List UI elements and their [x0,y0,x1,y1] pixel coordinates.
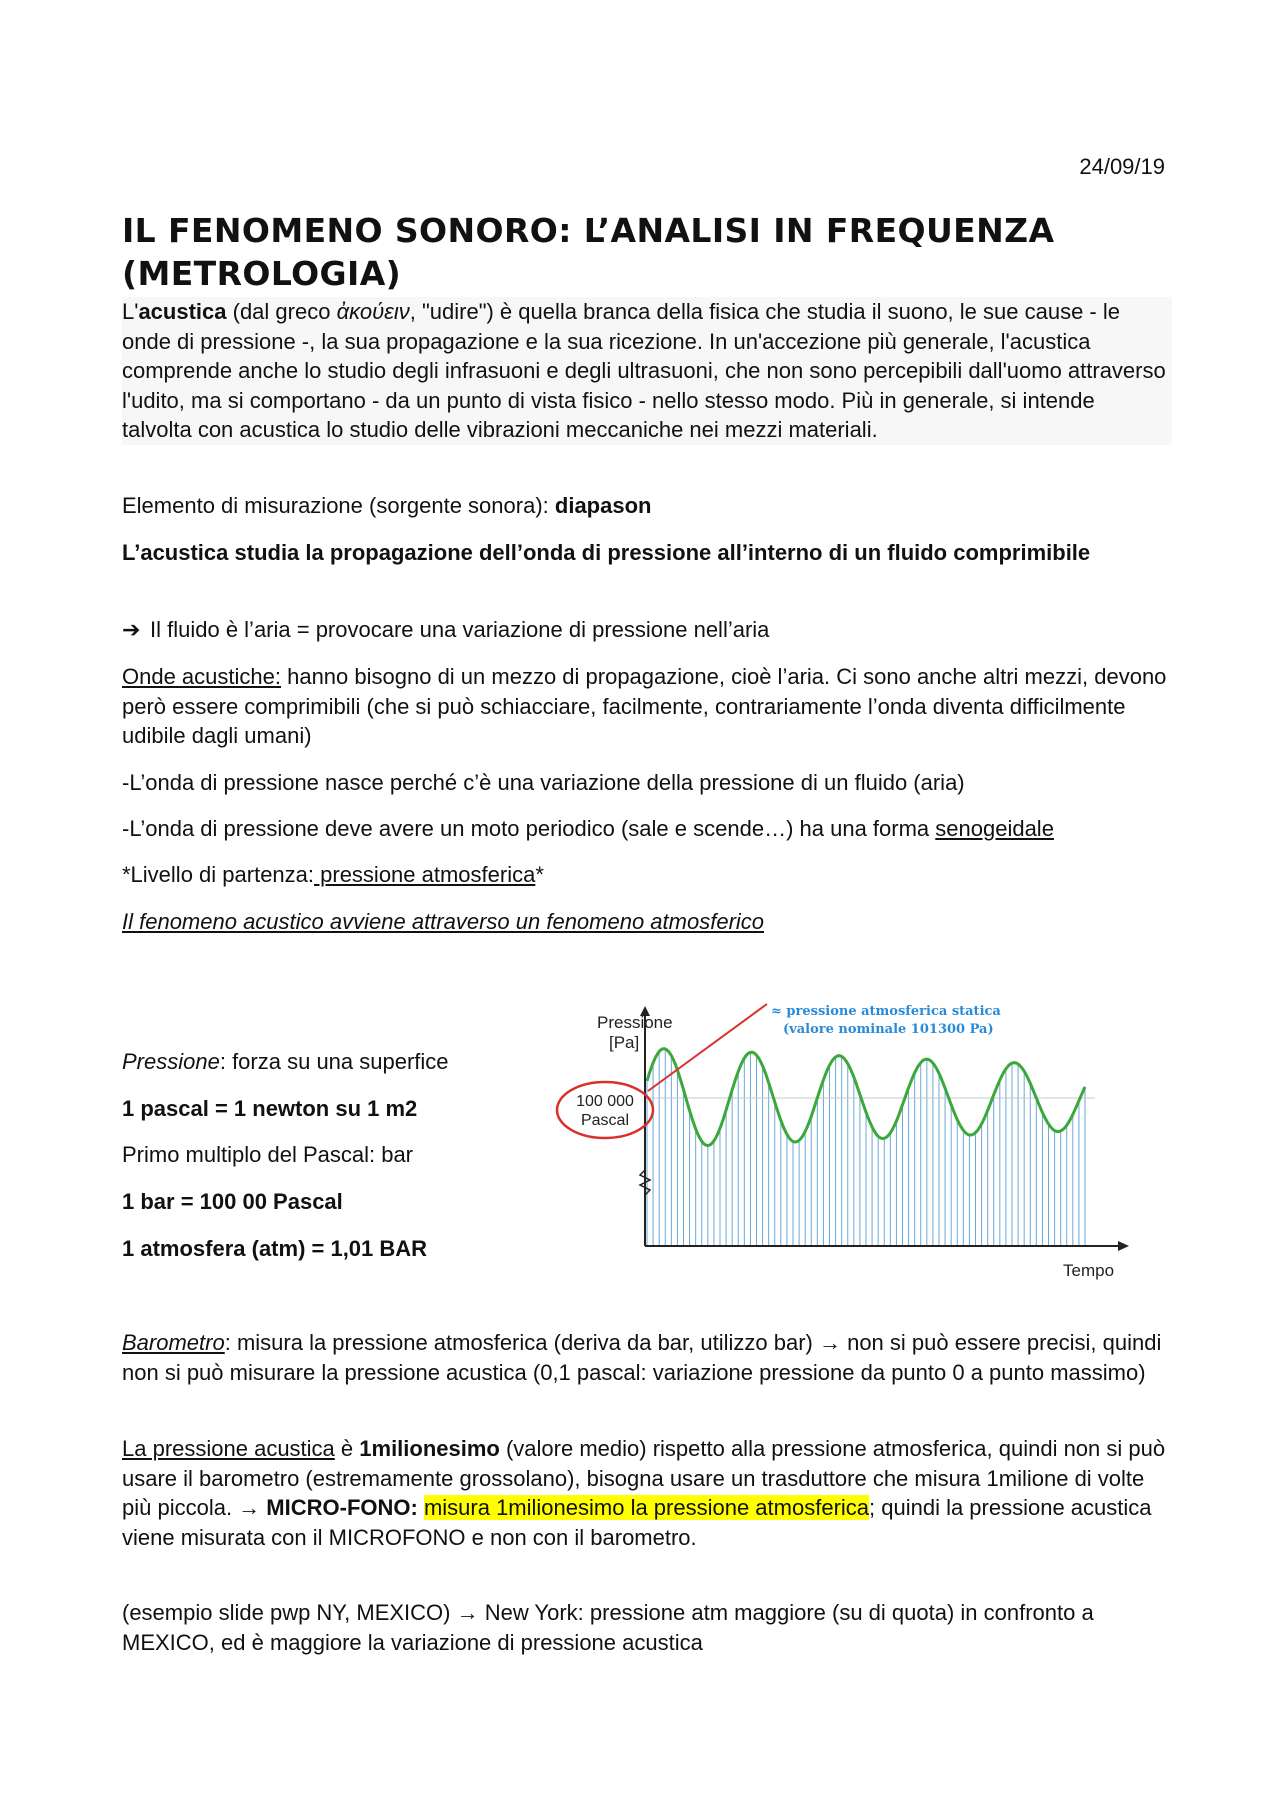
livello-underlined: pressione atmosferica [314,862,536,887]
circle-unit: Pascal [580,1112,630,1129]
pressione-paragraph [122,1047,522,1077]
acustica-studia-paragraph: L’acustica studia la propagazione dell’onda di pressione all’interno di un fluido comprimibile [122,540,1091,565]
nasce-paragraph: -L’onda di pressione nasce perché c’è una variazione della pressione di un fluido (aria) [122,770,965,795]
pressione-acustica-paragraph [122,1434,1172,1552]
bold-span: 1milionesimo [359,1436,500,1461]
moto-text: -L’onda di pressione deve avere un moto periodico (sale e scende…) ha una forma [122,816,936,841]
onde-paragraph [122,662,1172,751]
barometro-label: Barometro [122,1330,225,1355]
esempio-paragraph: (esempio slide pwp NY, MEXICO) → New York: pressione atm maggiore (su di quota) in confronto a MEXICO, ed è maggiore la variazione di pressione acustica [122,1600,1094,1655]
elemento-bold: diapason [554,493,652,518]
livello-text: *Livello di partenza: [122,862,315,887]
multiplo-paragraph: Primo multiplo del Pascal: bar [122,1142,414,1167]
microfono-bold: MICRO-FONO: [266,1495,418,1520]
chart-ylabel: Pressione [597,1013,673,1032]
pressure-wave-chart [535,998,1135,1280]
chart-annotation-value: (valore nominale 101300 Pa) [783,1022,994,1037]
pressione-acustica-label: La pressione acustica [122,1436,335,1461]
bar-definition: 1 bar = 100 00 Pascal [122,1189,343,1214]
fluido-text: Il fluido è l’aria = provocare una variazione di pressione nell’aria [150,617,770,642]
livello-paragraph [122,860,1172,890]
highlighted-text: misura 1milionesimo la pressione atmosferica [423,1495,870,1520]
fenomeno-paragraph: Il fenomeno acustico avviene attraverso un fenomeno atmosferico [122,909,765,934]
pascal-definition: 1 pascal = 1 newton su 1 m2 [122,1096,418,1121]
intro-greek-word: ἀκούειν [336,299,410,324]
text-span: (valore medio) rispetto alla pressione atmosferica, quindi non si può usare il barometro (estremamente grossolano), bisogna usare un trasduttore che misura 1milione di volte più piccola. → [122,1436,1166,1520]
moto-paragraph [122,814,1172,844]
intro-text: (dal greco [226,299,337,324]
barometro-text: : misura la pressione atmosferica (deriva da bar, utilizzo bar) → non si può essere precisi, quindi non si può misurare la pressione acustica (0,1 pascal: variazione pressione da punto 0 a punto massimo) [122,1330,1162,1385]
elemento-text: Elemento di misurazione (sorgente sonora): [122,493,555,518]
pressione-text: : forza su una superfice [219,1049,449,1074]
fluido-paragraph [122,615,1172,645]
x-axis-arrow-icon [1118,1241,1129,1251]
document-date: 24/09/19 [1079,154,1165,179]
intro-paragraph [122,297,1172,445]
onde-text: hanno bisogno di un mezzo di propagazione, cioè l’aria. Ci sono anche altri mezzi, devono però essere comprimibili (che si può schiacciare, facilmente, contrariamente l’onda diventa difficilmente udibile dagli umani) [122,664,1167,748]
intro-text: , "udire") è quella branca della fisica che studia il suono, le sue cause - le onde di pressione -, la sua propagazione e la sua ricezione. In un'accezione più generale, l'acustica comprende anche lo studio degli infrasuoni e degli ultrasuoni, che non sono percepibili dall'uomo attraverso l'udito, ma si comportano - da un punto di vista fisico - nello stesso modo. Più in generale, si intende talvolta con acustica lo studio delle vibrazioni meccaniche nei mezzi materiali. [122,299,1166,442]
text-span: è [334,1436,360,1461]
document-title: IL FENOMENO SONORO: L’ANALISI IN FREQUENZA (METROLOGIA) [122,211,1055,293]
text-span: ; quindi la pressione acustica viene misurata con il MICROFONO e non con il barometro. [122,1495,1152,1550]
pressione-label: Pressione [122,1049,220,1074]
moto-underlined: senogeidale [935,816,1054,841]
atm-definition: 1 atmosfera (atm) = 1,01 BAR [122,1236,428,1261]
chart-bars [647,1049,1085,1246]
intro-bold: acustica [138,299,227,324]
intro-text: L' [122,299,139,324]
livello-text: * [535,862,544,887]
onde-label: Onde acustiche: [122,664,281,689]
arrow-icon: ➔ [122,617,141,642]
barometro-paragraph [122,1328,1172,1387]
elemento-paragraph [122,491,1172,521]
reference-circle [557,1082,653,1138]
chart-annotation: ≈ pressione atmosferica statica [771,1004,1001,1019]
chart-xlabel: Tempo [1063,1261,1115,1280]
chart-ylabel-unit: [Pa] [609,1033,640,1052]
circle-value: 100 000 [576,1093,634,1110]
